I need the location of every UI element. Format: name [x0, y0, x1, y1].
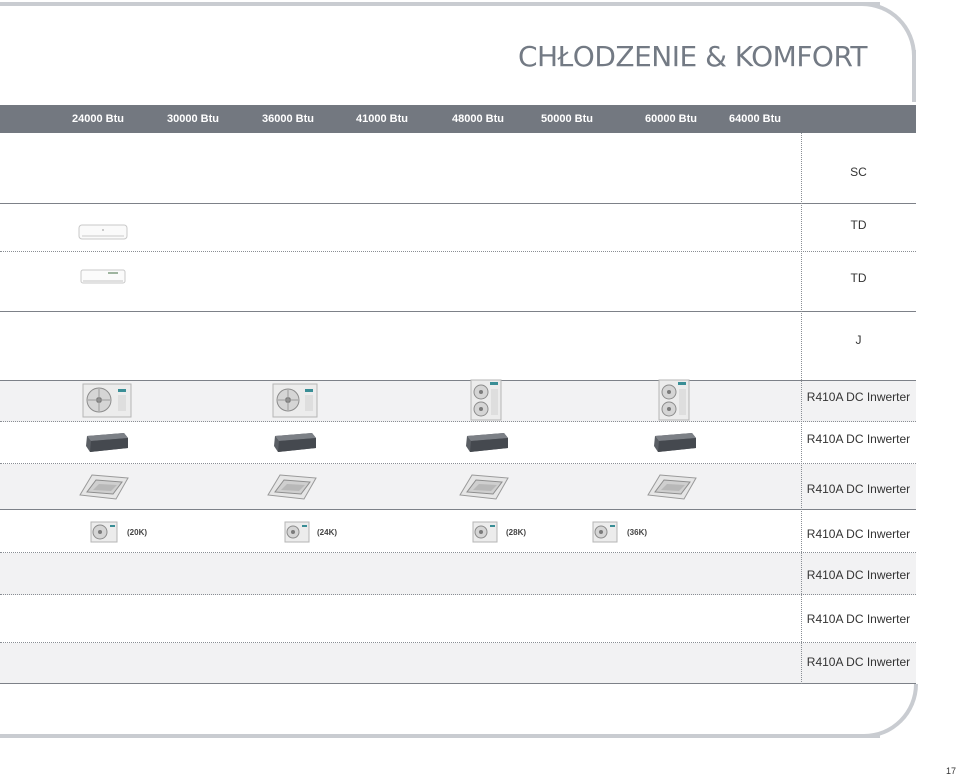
- outdoor-unit-single-fan-icon: [82, 381, 132, 419]
- row-label: TD: [850, 271, 867, 285]
- row-label: R410A DC Inwerter: [806, 655, 911, 669]
- capacity-header: [0, 105, 916, 133]
- duct-unit-icon: [84, 430, 130, 454]
- frame-bottom-corner: [862, 684, 918, 738]
- cassette-unit-icon: [458, 472, 510, 502]
- multi-suffix: (24K): [317, 528, 338, 537]
- outdoor-unit-single-fan-icon: [272, 381, 318, 419]
- capacity-64000: 64000 Btu: [729, 113, 781, 125]
- wall-split-unit-icon: [80, 268, 126, 286]
- table-row: [0, 133, 916, 204]
- duct-unit-icon: [464, 430, 510, 454]
- frame-bottom-line: [0, 734, 880, 738]
- table-row: [0, 381, 916, 422]
- outdoor-unit-single-fan-icon: [90, 521, 118, 543]
- table-row: [0, 595, 916, 643]
- multi-suffix: (36K): [627, 528, 648, 537]
- row-label: SC: [850, 165, 867, 179]
- outdoor-unit-single-fan-icon: [472, 521, 498, 543]
- frame-top-corner: [862, 2, 916, 62]
- table-row: [0, 204, 916, 252]
- cassette-unit-icon: [78, 472, 130, 502]
- capacity-60000: 60000 Btu: [645, 113, 697, 125]
- table-row: [0, 553, 916, 595]
- page-title: CHŁODZENIE & KOMFORT: [517, 40, 867, 73]
- row-label: R410A DC Inwerter: [806, 612, 911, 626]
- duct-unit-icon: [272, 430, 318, 454]
- row-label: TD: [850, 218, 867, 232]
- capacity-30000: 30000 Btu: [167, 113, 219, 125]
- row-label: R410A DC Inwerter: [806, 432, 911, 446]
- model-column-divider: [801, 133, 916, 684]
- table-row: [0, 312, 916, 381]
- cassette-unit-icon: [646, 472, 698, 502]
- outdoor-unit-single-fan-icon: [592, 521, 618, 543]
- table-row: [0, 643, 916, 684]
- capacity-36000: 36000 Btu: [262, 113, 314, 125]
- capacity-24000: 24000 Btu: [72, 113, 124, 125]
- page-number: 17: [945, 766, 956, 776]
- row-label: J: [855, 333, 862, 347]
- multi-suffix: (20K): [127, 528, 148, 537]
- multi-suffix: (28K): [506, 528, 527, 537]
- frame-top-line: [0, 2, 880, 6]
- capacity-48000: 48000 Btu: [452, 113, 504, 125]
- outdoor-unit-double-fan-icon: [470, 379, 502, 421]
- capacity-50000: 50000 Btu: [541, 113, 593, 125]
- frame-right-line: [912, 50, 916, 102]
- row-label: R410A DC Inwerter: [806, 527, 911, 541]
- row-label: R410A DC Inwerter: [806, 482, 911, 496]
- wall-split-unit-icon: [78, 223, 128, 241]
- duct-unit-icon: [652, 430, 698, 454]
- row-label: R410A DC Inwerter: [806, 390, 911, 404]
- outdoor-unit-single-fan-icon: [284, 521, 310, 543]
- table-row: [0, 252, 916, 312]
- cassette-unit-icon: [266, 472, 318, 502]
- outdoor-unit-double-fan-icon: [658, 379, 690, 421]
- capacity-41000: 41000 Btu: [356, 113, 408, 125]
- row-label: R410A DC Inwerter: [806, 568, 911, 582]
- table-row: [0, 422, 916, 464]
